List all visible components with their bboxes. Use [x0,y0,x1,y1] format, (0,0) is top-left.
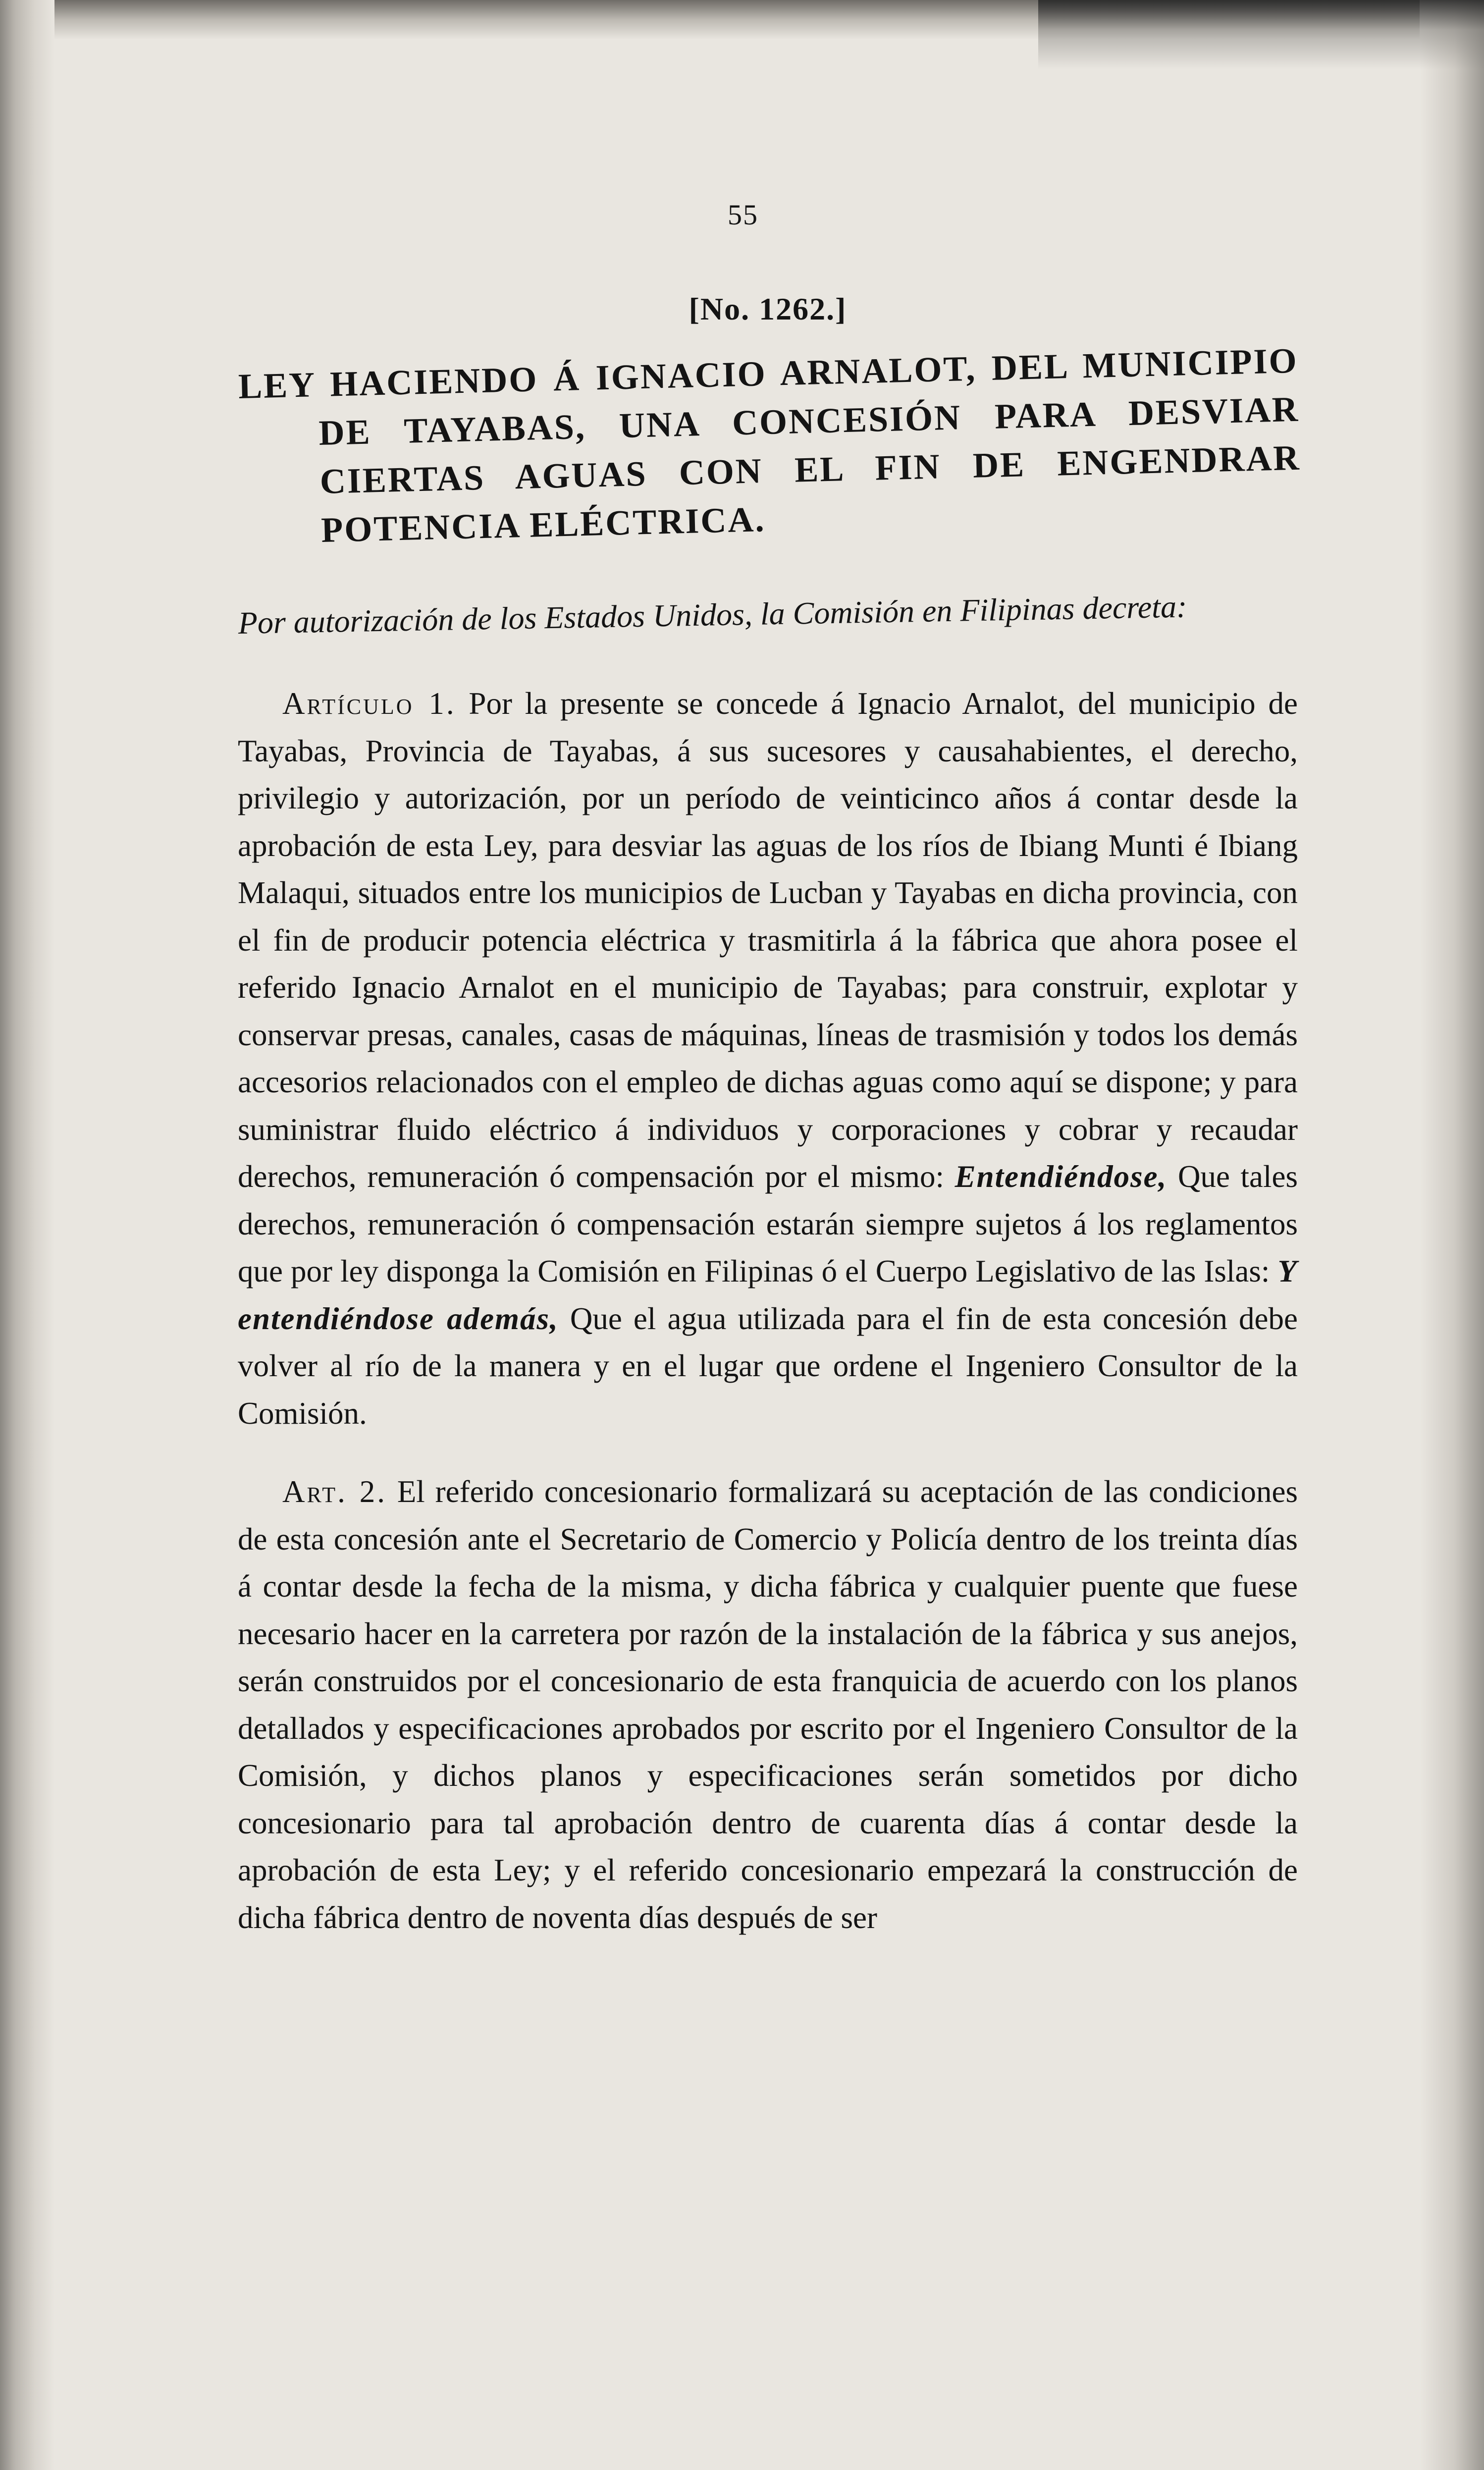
article-1-text-part-3: Que el agua utilizada para el fin de esta concesión debe volver al río de la manera y en el lugar que ordene el Ingeniero Consultor de la Comisión. [238,1301,1298,1431]
article-2-heading: Art. 2. [282,1474,387,1509]
article-1-text-part-2: Que tales derechos, remuneración ó compensación estarán siempre sujetos á los reglamentos que por ley disponga la Comisión en Filipinas ó el Cuerpo Legislativo de las Islas: [238,1159,1298,1289]
page-corner-shadow [1038,0,1484,69]
page-content [238,188,1301,1973]
enacting-clause: Por autorización de los Estados Unidos, la Comisión en Filipinas decreta: [238,589,1187,641]
article-1-proviso-1: Entendiéndose, [954,1159,1167,1194]
law-title: LEY HACIENDO Á IGNACIO ARNALOT, DEL MUNICIPIO DE TAYABAS, UNA CONCESIÓN PARA DESVIAR CIERTAS AGUAS CON EL FIN DE ENGENDRAR POTENCIA ELÉCTRICA. [238,340,1301,550]
book-gutter-shadow [0,0,54,2470]
article-1-proviso-2: Y entendiéndose además, [238,1254,1298,1336]
article-1-heading: Artículo 1. [282,686,456,721]
article-2 [238,1468,1298,1941]
article-2-text: El referido concesionario formalizará su aceptación de las condiciones de esta concesión ante el Secretario de Comercio y Policía dentro de los treinta días á contar desde la fecha de la misma, y dicha fábrica y cualquier puente que fuese necesario hacer en la carretera por razón de la instalación de la fábrica y sus anejos, serán construidos por el concesionario de esta franquicia de acuerdo con los planos detallados y especificaciones aprobados por escrito por el Ingeniero Consultor de la Comisión, y dichos planos y especificaciones serán sometidos por dicho concesionario para tal aprobación dentro de cuarenta días á contar desde la aprobación de esta Ley; y el referido concesionario empezará la construcción de dicha fábrica dentro de noventa días después de ser [238,1474,1298,1935]
law-number: [No. 1262.] [689,291,847,326]
article-1-text-part-1: Por la presente se concede á Ignacio Arnalot, del municipio de Tayabas, Provincia de Tayabas, á sus sucesores y causahabientes, el derecho, privilegio y autorización, por un período de veinticinco años á contar desde la aprobación de esta Ley, para desviar las aguas de los ríos de Ibiang Munti é Ibiang Malaqui, situados entre los municipios de Lucban y Tayabas en dicha provincia, con el fin de producir potencia eléctrica y trasmitirla á la fábrica que ahora posee el referido Ignacio Arnalot en el municipio de Tayabas; para construir, explotar y conservar presas, canales, casas de máquinas, líneas de trasmisión y todos los demás accesorios relacionados con el empleo de dichas aguas como aquí se dispone; y para suministrar fluido eléctrico á individuos y corporaciones y cobrar y recaudar derechos, remuneración ó compensación por el mismo: [238,686,1298,1194]
article-1 [238,680,1298,1437]
page-right-edge-shadow [1420,0,1484,2470]
page-number: 55 [728,199,758,231]
